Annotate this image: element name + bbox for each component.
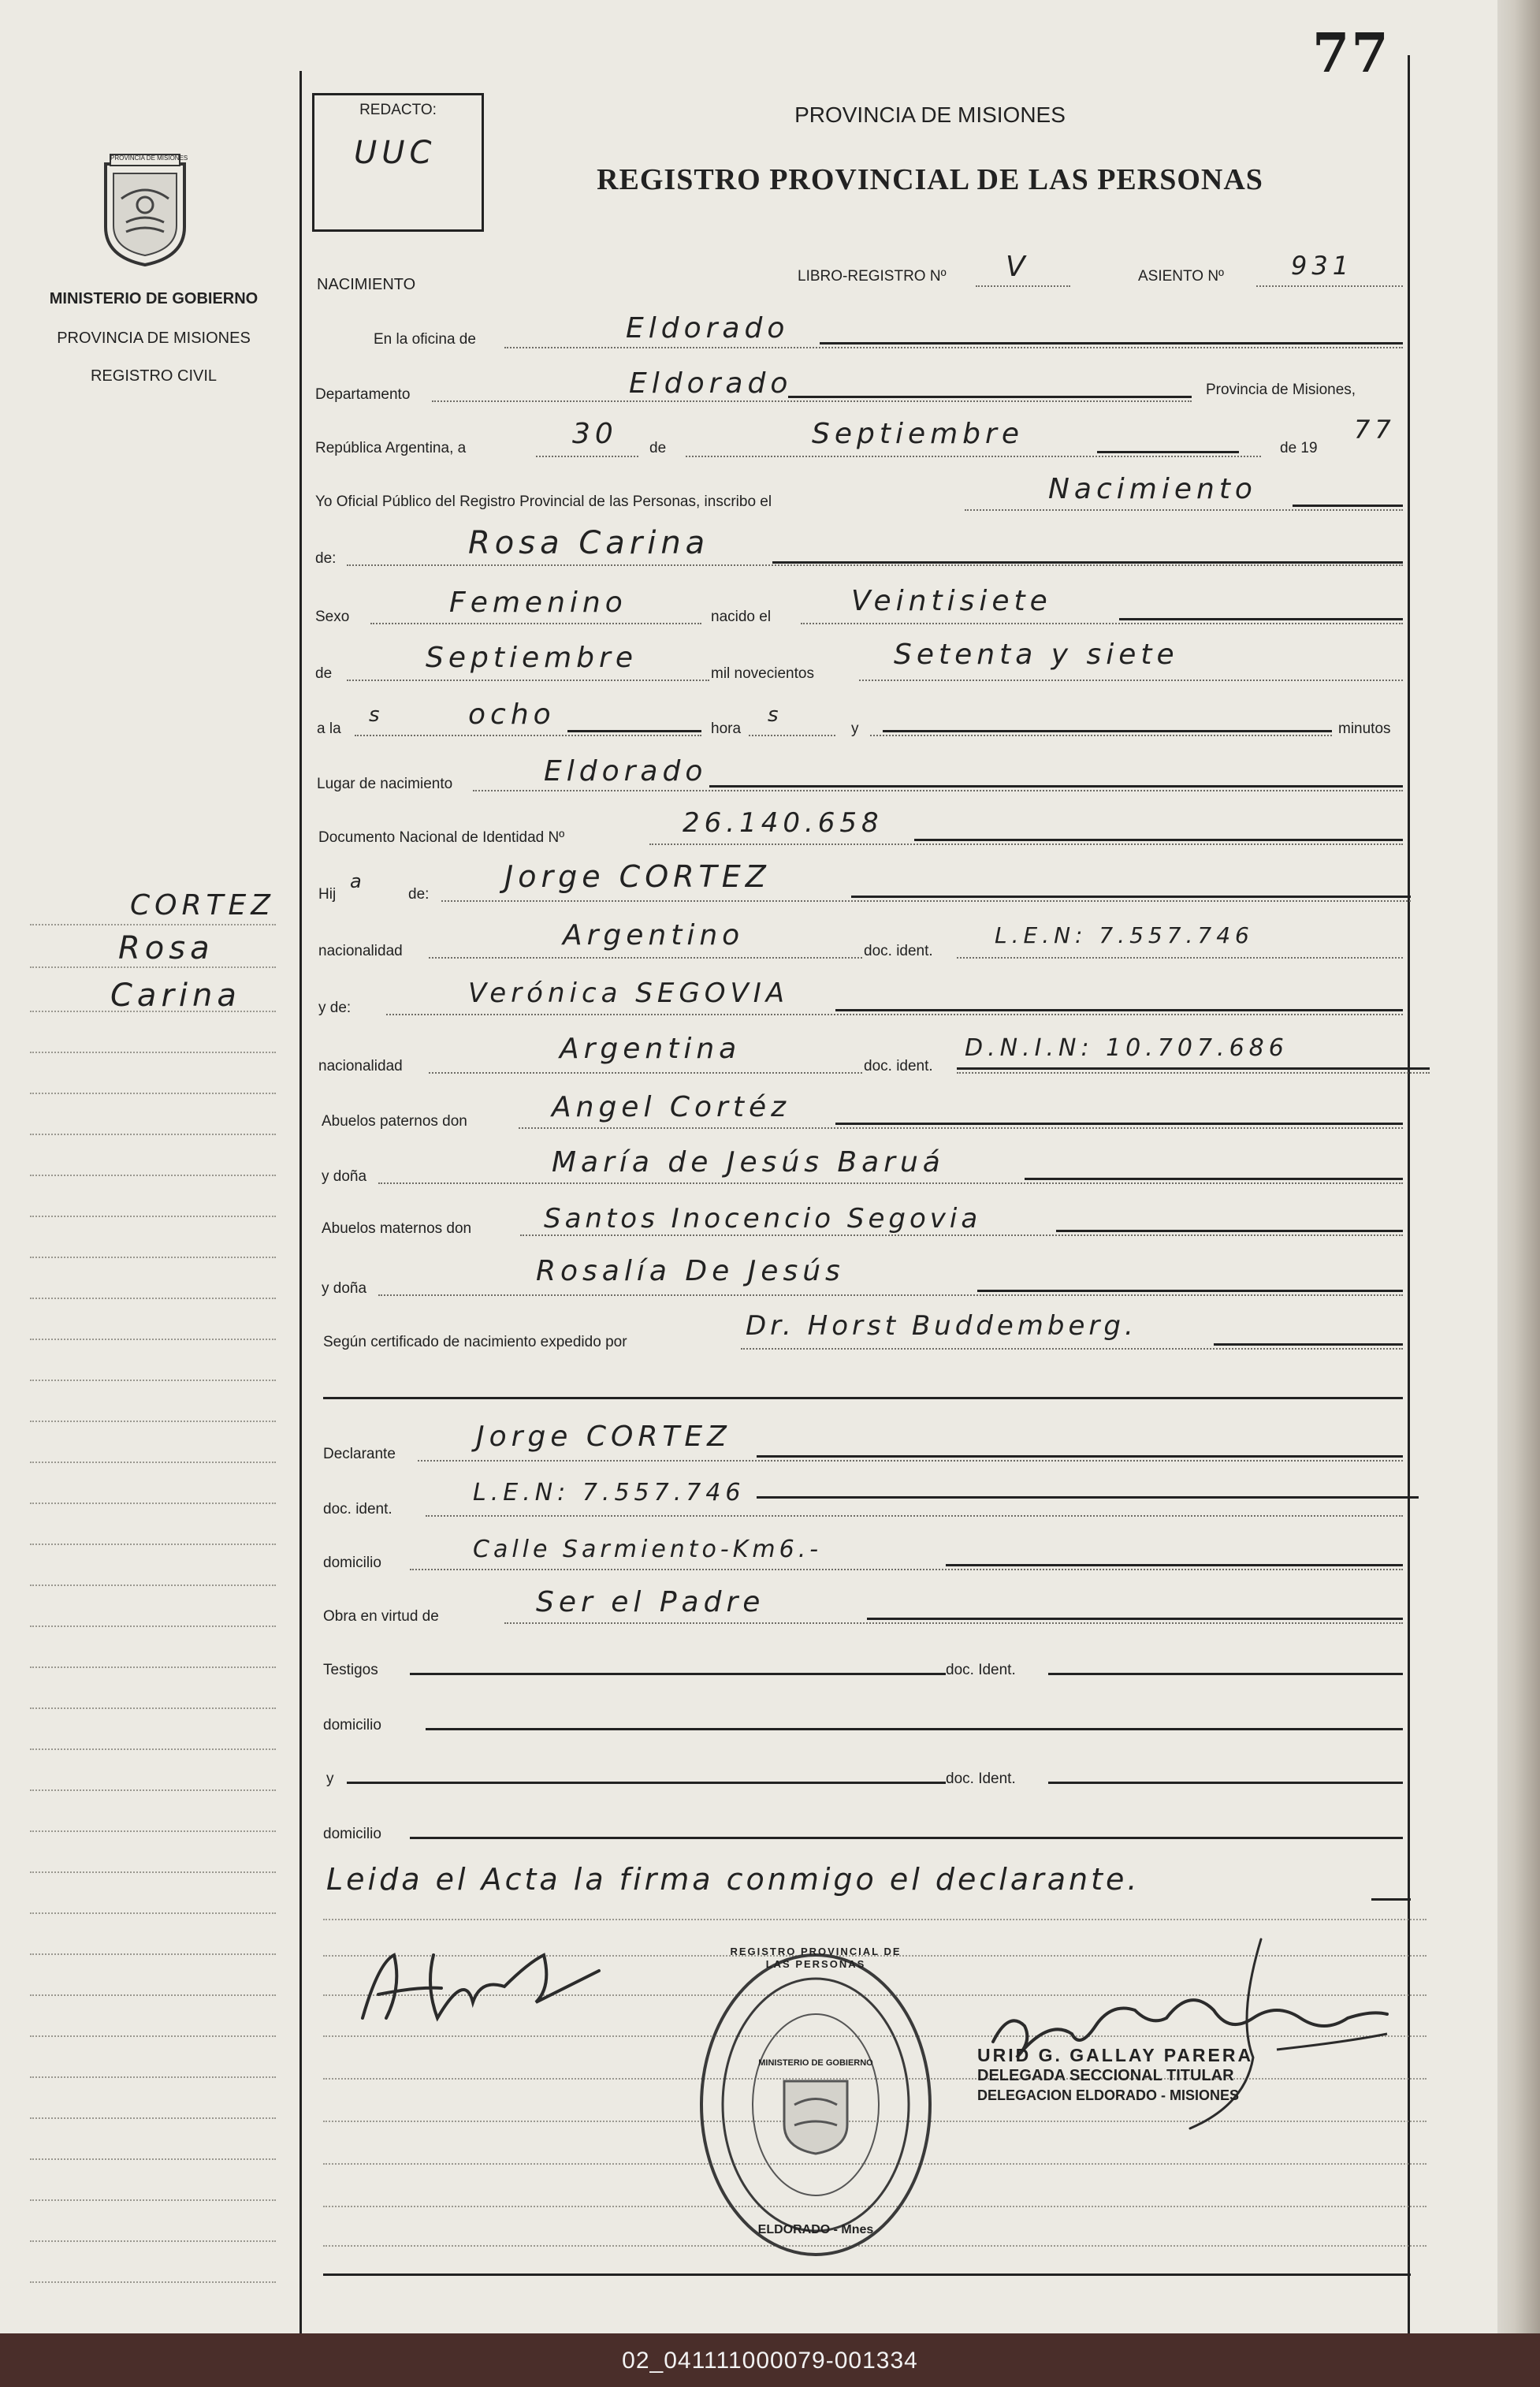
- nac2-label: nacionalidad: [318, 1058, 403, 1074]
- doc2-label: doc. ident.: [864, 1058, 933, 1074]
- nombre-value: Rosa Carina: [468, 525, 710, 561]
- official-office: DELEGACION ELDORADO - MISIONES: [977, 2087, 1240, 2103]
- asiento-label: ASIENTO Nº: [1138, 268, 1224, 285]
- ab-pat-label: Abuelos paternos don: [322, 1113, 467, 1130]
- dia-value: 30: [572, 418, 618, 450]
- mil-label: mil novecientos: [711, 665, 814, 682]
- hora-label: hora: [711, 721, 742, 737]
- act-type: NACIMIENTO: [317, 276, 416, 293]
- dia-nac-value: Veintisiete: [851, 585, 1052, 617]
- redacto-label: REDACTO:: [359, 102, 437, 118]
- yde-label: y de:: [318, 1000, 352, 1016]
- stub-office: REGISTRO CIVIL: [90, 367, 218, 385]
- decl-doc-value: L.E.N: 7.557.746: [473, 1479, 746, 1506]
- domicilio-value: Calle Sarmiento-Km6.-: [473, 1536, 823, 1563]
- de-label: de: [649, 440, 667, 456]
- inscribo-value: Nacimiento: [1048, 473, 1257, 505]
- dni-value: 26.140.658: [683, 807, 883, 839]
- departamento-label: Departamento: [315, 386, 411, 403]
- provincia-suffix: Provincia de Misiones,: [1206, 382, 1356, 398]
- stamp-bottom-text: ELDORADO - Mnes: [757, 2223, 874, 2236]
- libro-value: V: [1006, 251, 1030, 283]
- decl-doc-label: doc. ident.: [323, 1501, 392, 1517]
- minutos-label: minutos: [1338, 721, 1391, 737]
- anio-label: de 19: [1280, 440, 1318, 456]
- hij-value: a: [350, 870, 366, 892]
- ab-pat-dona-value: María de Jesús Baruá: [552, 1146, 945, 1179]
- lugar-value: Eldorado: [544, 755, 708, 788]
- province-title: PROVINCIA DE MISIONES: [794, 102, 1066, 127]
- nac1-label: nacionalidad: [318, 943, 403, 959]
- stub-note-name1: Rosa: [118, 930, 214, 966]
- y-label: y: [851, 721, 859, 737]
- image-label: 02_041111000079-001334: [622, 2348, 918, 2374]
- test-doc-label: doc. Ident.: [946, 1662, 1016, 1678]
- redacto-box: [312, 93, 484, 232]
- right-rule: [1408, 55, 1410, 2333]
- ala-value: s: [369, 703, 385, 727]
- stamp-outer-text: REGISTRO PROVINCIAL DE LAS PERSONAS: [730, 1946, 902, 1970]
- province-seal-icon: [95, 150, 195, 268]
- registry-stamp-icon: [694, 1947, 938, 2262]
- ab-mat-don-value: Santos Inocencio Segovia: [544, 1203, 982, 1234]
- madre-value: Verónica SEGOVIA: [468, 978, 790, 1009]
- departamento-value: Eldorado: [629, 367, 793, 400]
- hora-value: ocho: [468, 698, 556, 731]
- doc-madre-value: D.N.I.N: 10.707.686: [965, 1034, 1289, 1062]
- hij-label: Hij: [318, 886, 337, 903]
- hij-de-label: de:: [408, 886, 430, 903]
- de2-label: de: [315, 665, 333, 682]
- test-y-label: y: [326, 1771, 334, 1787]
- test-doc2-label: doc. Ident.: [946, 1771, 1016, 1787]
- nacido-label: nacido el: [711, 609, 772, 625]
- domicilio-label: domicilio: [323, 1555, 381, 1571]
- sexo-value: Femenino: [449, 587, 627, 619]
- declarante-label: Declarante: [323, 1446, 396, 1462]
- ala-label: a la: [317, 721, 341, 737]
- redacto-value: UUC: [354, 135, 437, 171]
- nac-madre-value: Argentina: [560, 1033, 742, 1065]
- doc-padre-value: L.E.N: 7.557.746: [995, 922, 1254, 948]
- republica-label: República Argentina, a: [315, 440, 467, 456]
- declarante-value: Jorge CORTEZ: [476, 1421, 731, 1453]
- stub-note-name2: Carina: [110, 978, 241, 1014]
- oficina-label: En la oficina de: [374, 331, 476, 348]
- closing-text: Leida el Acta la firma conmigo el declarante.: [326, 1862, 1140, 1897]
- testigos-label: Testigos: [323, 1662, 378, 1678]
- dni-label: Documento Nacional de Identidad Nº: [318, 829, 565, 846]
- cert-label: Según certificado de nacimiento expedido por: [323, 1334, 627, 1350]
- ab-pat-don-value: Angel Cortéz: [552, 1091, 791, 1123]
- obra-value: Ser el Padre: [536, 1586, 765, 1618]
- sexo-label: Sexo: [315, 609, 350, 625]
- ab-mat-dona-label: y doña: [322, 1280, 367, 1297]
- mes-value: Septiembre: [812, 418, 1024, 450]
- official-name: URID G. GALLAY PARERA: [977, 2045, 1254, 2065]
- cert-value: Dr. Horst Buddemberg.: [746, 1310, 1137, 1342]
- padre-value: Jorge CORTEZ: [504, 859, 771, 894]
- doc1-label: doc. ident.: [864, 943, 933, 959]
- stamp-inner-text: MINISTERIO DE GOBIERNO: [758, 2058, 873, 2068]
- stub-province: PROVINCIA DE MISIONES: [57, 330, 251, 347]
- ab-mat-label: Abuelos maternos don: [322, 1220, 472, 1237]
- test-dom-label: domicilio: [323, 1717, 381, 1733]
- page-edge: [1497, 0, 1540, 2333]
- nac-padre-value: Argentino: [563, 919, 745, 951]
- anio-nac-value: Setenta y siete: [894, 639, 1179, 671]
- official-title: DELEGADA SECCIONAL TITULAR: [977, 2067, 1234, 2084]
- ab-pat-dona-label: y doña: [322, 1168, 367, 1185]
- test-dom2-label: domicilio: [323, 1826, 381, 1842]
- stub-divider: [299, 71, 302, 2333]
- stub-ministry: MINISTERIO DE GOBIERNO: [49, 290, 259, 307]
- nombre-label: de:: [315, 550, 337, 567]
- hora-suffix: s: [768, 703, 783, 727]
- obra-label: Obra en virtud de: [323, 1608, 439, 1625]
- mes-nac-value: Septiembre: [426, 642, 638, 674]
- asiento-value: 931: [1291, 251, 1354, 281]
- page-number: 77: [1312, 22, 1390, 85]
- oficina-value: Eldorado: [626, 312, 790, 344]
- anio-value: 77: [1354, 415, 1396, 445]
- official-signature-icon: [977, 1923, 1403, 2144]
- registry-title: REGISTRO PROVINCIAL DE LAS PERSONAS: [597, 163, 1263, 196]
- stub-note-surname: CORTEZ: [130, 889, 275, 922]
- libro-label: LIBRO-REGISTRO Nº: [798, 268, 947, 285]
- ab-mat-dona-value: Rosalía De Jesús: [536, 1255, 845, 1287]
- declarant-signature-icon: [347, 1939, 615, 2034]
- stub-seal-caption: PROVINCIA DE MISIONES: [110, 155, 188, 162]
- lugar-label: Lugar de nacimiento: [317, 776, 453, 792]
- inscribo-label: Yo Oficial Público del Registro Provincial de las Personas, inscribo el: [315, 493, 772, 510]
